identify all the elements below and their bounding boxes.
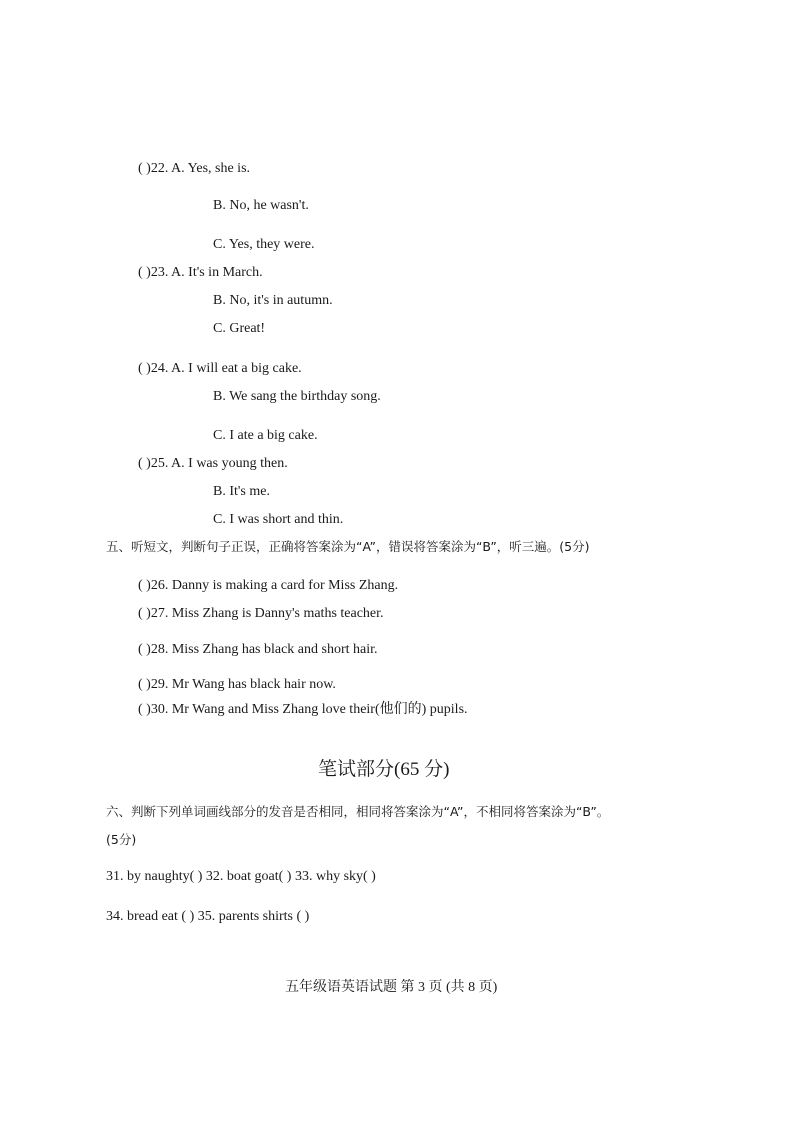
statement-27: ( )27. Miss Zhang is Danny's maths teacher. — [138, 606, 384, 621]
section-6-score: (5分) — [106, 832, 137, 847]
section-5-heading: 五、听短文，判断句子正误，正确将答案涂为“A”，错误将答案涂为“B”，听三遍。(5分) — [106, 539, 590, 554]
question-25-option-b: B. It's me. — [213, 484, 270, 499]
written-part-title: 笔试部分(65 分) — [318, 759, 450, 780]
question-25-option-c: C. I was short and thin. — [213, 512, 344, 527]
pronunciation-row-2: 34. bread eat ( ) 35. parents shirts ( ) — [106, 909, 310, 924]
section-6-heading: 六、判断下列单词画线部分的发音是否相同，相同将答案涂为“A”，不相同将答案涂为“B”。 — [106, 804, 610, 819]
question-25-stem: ( )25. A. I was young then. — [138, 456, 288, 471]
pronunciation-row-1: 31. by naughty( ) 32. boat goat( ) 33. why sky( ) — [106, 869, 376, 884]
question-24-option-b: B. We sang the birthday song. — [213, 389, 381, 404]
question-24-option-c: C. I ate a big cake. — [213, 428, 318, 443]
statement-30: ( )30. Mr Wang and Miss Zhang love their(他们的) pupils. — [138, 702, 468, 717]
question-23-option-c: C. Great! — [213, 321, 266, 336]
question-22-option-b: B. No, he wasn't. — [213, 198, 309, 213]
statement-29: ( )29. Mr Wang has black hair now. — [138, 677, 336, 692]
question-22-option-c: C. Yes, they were. — [213, 237, 315, 252]
statement-26: ( )26. Danny is making a card for Miss Zhang. — [138, 578, 399, 593]
page-footer: 五年级语英语试题 第 3 页 (共 8 页) — [285, 980, 498, 995]
question-23-stem: ( )23. A. It's in March. — [138, 265, 263, 280]
question-22-stem: ( )22. A. Yes, she is. — [138, 161, 251, 176]
question-23-option-b: B. No, it's in autumn. — [213, 293, 333, 308]
question-24-stem: ( )24. A. I will eat a big cake. — [138, 361, 302, 376]
statement-28: ( )28. Miss Zhang has black and short hair. — [138, 642, 378, 657]
